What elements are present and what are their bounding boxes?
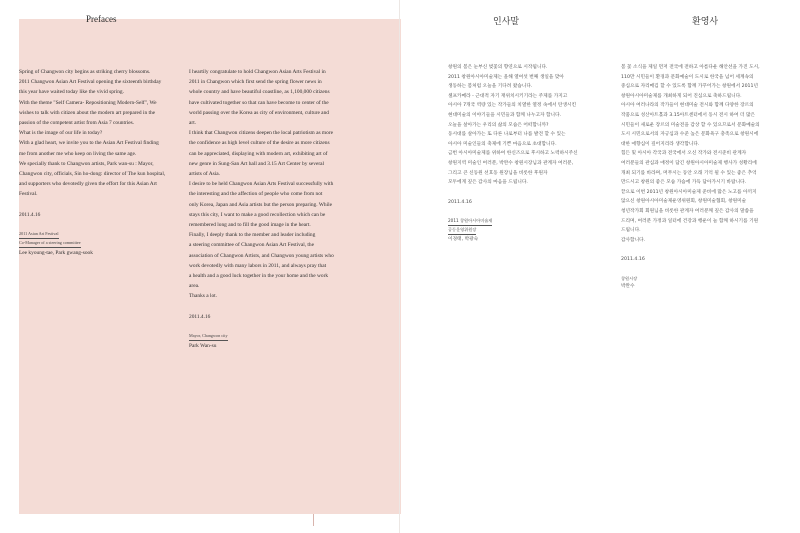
- text-line: a steering committee of Changwon Asian Art Festival, the: [189, 242, 315, 249]
- preface-signatories: Lee kyoung-tae, Park gwang-sook: [19, 249, 93, 256]
- text-line: the confidence as high level culture of the desire as more citizens: [189, 140, 330, 147]
- text-line: this year have waited today like the vivid spring.: [19, 89, 124, 96]
- text-line: 창원의 봄은 눈부신 벚꽃의 향연으로 시작됩니다.: [448, 65, 548, 70]
- text-line: work devotedly with many labors in 2011, and always pray that: [189, 262, 327, 269]
- text-line: 동시대를 살아가는 또 다른 나로부터 나를 발견 할 수 있는: [448, 132, 566, 138]
- text-line: 봄 꽃 소식을 제일 먼저 전국에 전하고 아름다운 해안선을 가진 도시,: [621, 65, 760, 70]
- korean-welcome-date: 2011.4.16: [621, 257, 645, 263]
- text-line: 드리며, 여러분 가정과 일터에 건강과 행운이 늘 함께 하시기를 기원: [621, 218, 759, 224]
- korean-greeting-body: [448, 63, 616, 188]
- text-line: I desire to be held Changwon Asian Arts Festival successfully with: [189, 181, 334, 188]
- text-line: With the theme "Self Camera- Repositioning Modern-Self", We: [19, 99, 157, 106]
- text-line: Finally, I deeply thank to the member and leader including: [189, 232, 316, 239]
- korean-greeting: [448, 63, 616, 245]
- preface-body: [19, 67, 191, 200]
- text-line: 감사합니다.: [621, 237, 646, 243]
- text-line: 아시아 미술인들의 축제에 기쁜 마음으로 초대합니다.: [448, 141, 557, 147]
- text-line: 오늘을 살아가는 우리의 삶의 모습은 어떠합니까?: [448, 122, 549, 128]
- text-line: 청년작가회 회원님을 비롯한 관계자 여러분께 깊은 감사의 말씀을: [621, 208, 754, 214]
- preface-steering-committee: [19, 67, 191, 258]
- korean-greeting-heading: 인사말: [493, 16, 520, 26]
- text-line: 대한 애향심이 깊어지리라 생각합니다.: [621, 141, 700, 147]
- text-line: What is the image of our life in today?: [19, 130, 103, 137]
- text-line: 창원지역 미술인 여러분, 박완수 창원시장님과 관계자 여러분,: [448, 160, 574, 166]
- text-line: only Korea, Japan and Asia artists but the person preparing. While: [189, 201, 333, 208]
- korean-greeting-names: 이경태, 박광숙: [448, 237, 479, 243]
- text-line: a health and a good luck together in the your home and the work: [189, 273, 329, 280]
- text-line: whole country and have beautiful coastline, as 1,100,000 citizens: [189, 89, 330, 96]
- crop-mark: [313, 514, 314, 526]
- korean-welcome-heading: 환영사: [692, 16, 719, 26]
- text-line: Thanks a lot.: [189, 293, 217, 300]
- text-line: I heartily congratulate to hold Changwon Asian Arts Festival in: [189, 69, 326, 75]
- text-line: artists of Asia.: [189, 171, 220, 178]
- text-line: world passing over the Korea as city of environment, culture and: [189, 109, 329, 116]
- text-line: With a glad heart, we invite you to the Asian Art Festival finding: [19, 140, 159, 147]
- text-line: stays this city, I want to make a good recollection which can be: [189, 211, 326, 218]
- text-line: Spring of Changwon city begins as striking cherry blossoms.: [19, 69, 151, 75]
- text-line: 중심으로 자리매김 할 수 있도록 함께 가꾸어가는 창원에서 2011년: [621, 84, 759, 90]
- mayor-role: Mayor, Changwon city: [189, 332, 389, 341]
- text-line: 2011 창원아시아미술제는 올해 열여섯 번째 생일을 맞아: [448, 74, 564, 80]
- text-line: art.: [189, 120, 197, 127]
- text-line: 작품으로 성산아트홀과 3.15아트센터에서 동시 전시 하여 더 많은: [621, 112, 756, 118]
- text-line: passion of the competent artist from Asia 7 countries.: [19, 120, 135, 127]
- prefaces-heading: Prefaces: [86, 14, 117, 24]
- preface-org: 2011 Asian Art Festival: [19, 230, 191, 239]
- korean-welcome-name: 박완수: [621, 283, 635, 289]
- text-line: 110만 시민들이 환경과 문화예술이 도시로 한국을 넘어 세계속의: [621, 74, 754, 80]
- text-line: new genre in Sung-San Art hall and 3.15 Art Center by several: [189, 160, 325, 167]
- text-line: 금번 아시아미술제를 위하여 한신즈으로 후시하고 노력하시주신: [448, 151, 578, 157]
- text-line: I think that Changwon citizens deepen the local patriotism as more: [189, 130, 334, 137]
- text-line: 생동하는 봄처럼 오늘을 기다려 왔습니다.: [448, 84, 533, 90]
- text-line: 드립니다.: [621, 228, 641, 234]
- text-line: me from another me who keep on living the same age.: [19, 150, 137, 157]
- text-line: 아시아 7개국 역량 있는 작가들의 치열한 열정 속에서 탄생시킨: [448, 103, 577, 109]
- text-line: remembered long and to fill the good image in the heart.: [189, 222, 311, 229]
- mayor-date: 2011.4.16: [189, 313, 211, 320]
- text-line: 2011 in Changwon which first send the spring flower news in: [189, 79, 322, 86]
- text-line: and supporters who devotedly given the effort for this Asian Art: [19, 181, 157, 188]
- text-line: We specially thank to Changwon artists, Park wan-su : Mayor,: [19, 160, 154, 167]
- text-line: wishes to talk with citizen about the modern art prepared in the: [19, 109, 156, 116]
- preface-role: Co-Manager of a steering committee: [19, 239, 191, 248]
- text-line: 셀프카메라 - 근대적 자기 재위치시키기라는 주제를 가지고: [448, 93, 568, 99]
- mayor-body: [189, 67, 389, 302]
- text-line: 아시아 여러나라의 작가들이 현대미술 전시와 함께 다양한 장르의: [621, 103, 754, 109]
- text-line: 개최 되기를 바라며, 머무시는 동안 오래 기억 될 수 있는 좋은 추억: [621, 170, 757, 176]
- text-line: 그리고 큰 신동원 선호동 원장님을 비롯한 후원자: [448, 170, 548, 176]
- text-line: have cultivated together so that can have become to center of the: [189, 99, 329, 106]
- text-line: can be appreciated, displaying with modern art, exhibiting art of: [189, 150, 328, 157]
- korean-greeting-role: 공동운영위원장: [448, 226, 616, 235]
- korean-welcome: [621, 63, 797, 291]
- text-line: 도시 시민으로서의 자긍심과 수준 높은 문화욕구 충족으로 창원시에: [621, 132, 759, 138]
- text-line: Changwon city, officials, Sin ho-dong: director of The kun hospital,: [19, 171, 166, 178]
- korean-welcome-body: [621, 63, 797, 245]
- text-line: the interesting and the affection of people who come from not: [189, 191, 323, 198]
- korean-greeting-org: 2011 창원아시아미술제: [448, 217, 616, 226]
- mayor-name: Park Wan-su: [189, 342, 217, 349]
- page-fold: [399, 0, 400, 533]
- text-line: 여러분들의 관심과 애정이 담긴 창원아시아미술제 행사가 성황리에: [621, 160, 757, 166]
- text-line: 만드시고 창원의 좋은 모습 가슴에 가득 담아가시기 바랍니다.: [621, 180, 747, 186]
- text-line: 끝으로 이번 2011년 창원아시아미술제 준비에 많은 노고를 아끼지: [621, 189, 757, 195]
- korean-welcome-role: 창원시장: [621, 275, 638, 281]
- text-line: 힘든 및 아시아 각국과 전국에서 오신 작가와 전시준비 관계자: [621, 151, 747, 157]
- text-line: 2011 Changwon Asian Art Festival opening the sixteenth birthday: [19, 79, 162, 86]
- text-line: association of Changwon Artists, and Changwon young artists who: [189, 252, 334, 259]
- text-line: 창원아시아미술제를 개최하게 되어 진심으로 축하드립니다.: [621, 93, 742, 99]
- text-line: 않으신 창원아시아미술제운영위원회, 창원미술협회, 창원미술: [621, 199, 747, 205]
- text-line: area.: [189, 283, 200, 290]
- text-line: Festival.: [19, 191, 38, 198]
- korean-greeting-date: 2011.4.16: [448, 199, 472, 205]
- text-line: 시민들이 새로운 장르의 미술전을 감상 할 수 있으므로서 문화예술의: [621, 122, 760, 128]
- text-line: 현대미술의 이야기들을 시민들과 함께 나누고자 합니다.: [448, 112, 562, 118]
- preface-mayor: [189, 67, 389, 351]
- text-line: 모두에게 깊은 감사의 마음을 드립니다.: [448, 180, 528, 186]
- preface-date: 2011.4.16: [19, 211, 41, 218]
